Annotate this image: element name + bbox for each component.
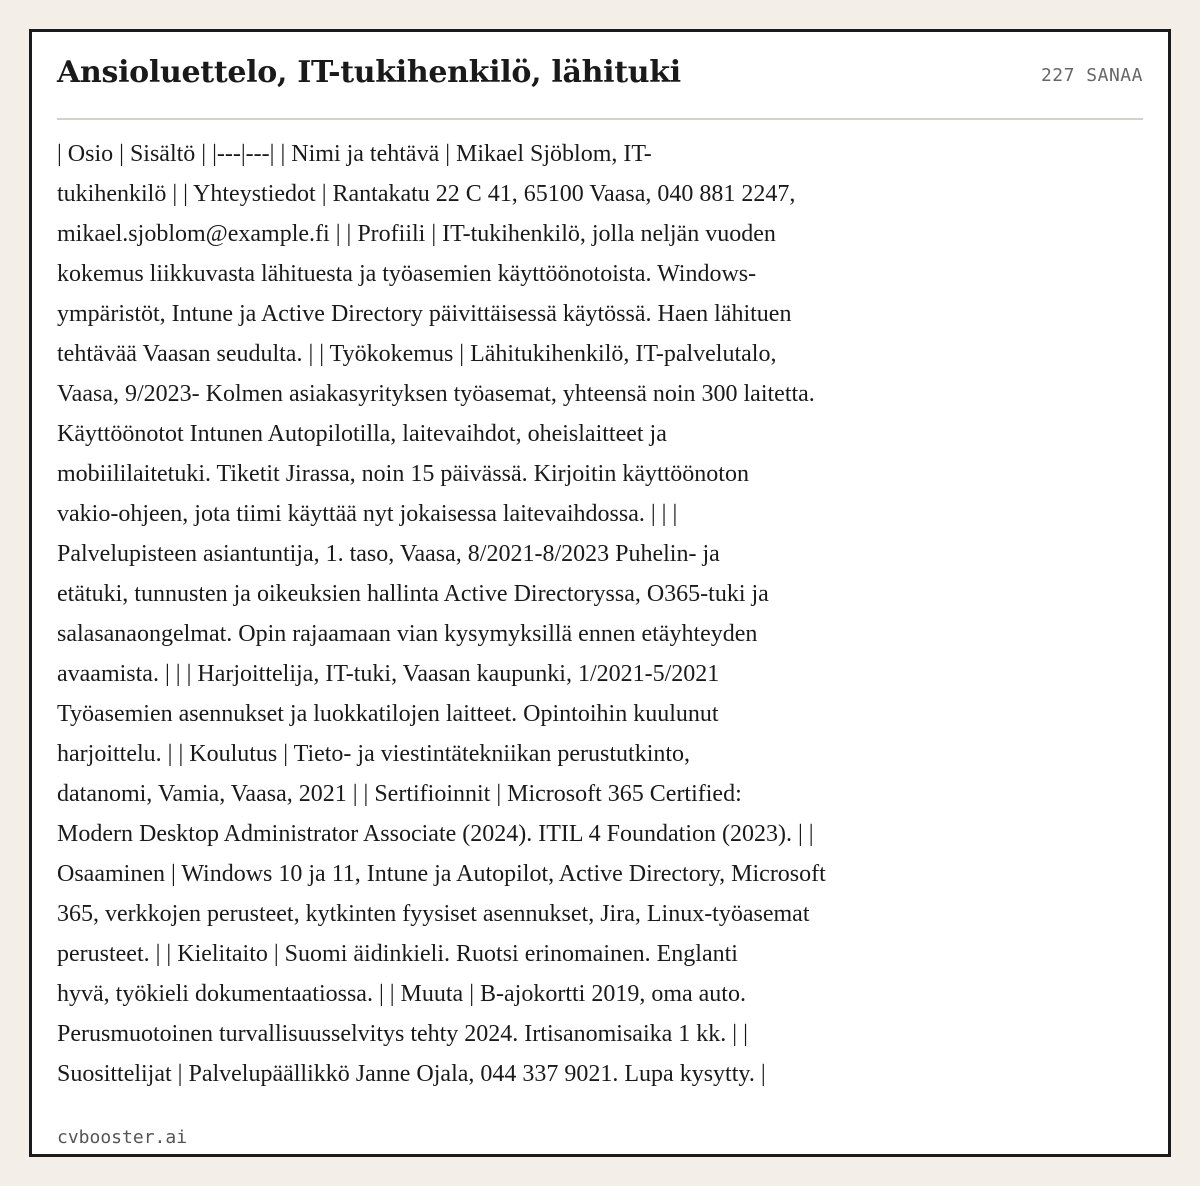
resume-card (29, 29, 1171, 1157)
body-line: hyvä, työkieli dokumentaatiossa. | | Muuta | B-ajokortti 2019, oma auto. (57, 981, 746, 1007)
body-line: Käyttöönotot Intunen Autopilotilla, laitevaihdot, oheislaitteet ja (57, 421, 667, 447)
body-line: Modern Desktop Administrator Associate (2024). ITIL 4 Foundation (2023). | | (57, 821, 814, 847)
body-line: harjoittelu. | | Koulutus | Tieto- ja viestintätekniikan perustutkinto, (57, 741, 691, 767)
word-count: 227 SANAA (1040, 65, 1143, 86)
body-line: 365, verkkojen perusteet, kytkinten fyysiset asennukset, Jira, Linux-työasemat (57, 901, 810, 927)
body-line: salasanaongelmat. Opin rajaamaan vian kysymyksillä ennen etäyhteyden (57, 621, 758, 647)
footer-brand: cvbooster.ai (57, 1127, 188, 1148)
body-line: datanomi, Vamia, Vaasa, 2021 | | Sertifioinnit | Microsoft 365 Certified: (57, 781, 742, 807)
body-line: avaamista. | | | Harjoittelija, IT-tuki, Vaasan kaupunki, 1/2021-5/2021 (57, 661, 720, 687)
body-line: mobiililaitetuki. Tiketit Jirassa, noin 15 päivässä. Kirjoitin käyttöönoton (57, 461, 749, 487)
document-header (57, 50, 1143, 120)
document-body (57, 134, 1017, 1094)
body-line: | Osio | Sisältö | |---|---| | Nimi ja tehtävä | Mikael Sjöblom, IT- (57, 141, 652, 167)
body-line: Palvelupisteen asiantuntija, 1. taso, Vaasa, 8/2021-8/2023 Puhelin- ja (57, 541, 720, 567)
body-line: ympäristöt, Intune ja Active Directory päivittäisessä käytössä. Haen lähituen (57, 301, 792, 327)
body-line: etätuki, tunnusten ja oikeuksien hallinta Active Directoryssa, O365-tuki ja (57, 581, 769, 607)
body-line: Vaasa, 9/2023- Kolmen asiakasyrityksen työasemat, yhteensä noin 300 laitetta. (57, 381, 815, 407)
body-line: vakio-ohjeen, jota tiimi käyttää nyt jokaisessa laitevaihdossa. | | | (57, 501, 678, 527)
body-line: tehtävää Vaasan seudulta. | | Työkokemus | Lähitukihenkilö, IT-palvelutalo, (57, 341, 777, 367)
body-line: perusteet. | | Kielitaito | Suomi äidinkieli. Ruotsi erinomainen. Englanti (57, 941, 738, 967)
body-line: Työasemien asennukset ja luokkatilojen laitteet. Opintoihin kuulunut (57, 701, 719, 727)
body-line: Osaaminen | Windows 10 ja 11, Intune ja Autopilot, Active Directory, Microsoft (57, 861, 826, 887)
body-line: mikael.sjoblom@example.fi | | Profiili | IT-tukihenkilö, jolla neljän vuoden (57, 221, 776, 247)
body-line: Suosittelijat | Palvelupäällikkö Janne Ojala, 044 337 9021. Lupa kysytty. | (57, 1061, 766, 1087)
body-line: kokemus liikkuvasta lähituesta ja työasemien käyttöönotoista. Windows- (57, 261, 757, 287)
document-title: Ansioluettelo, IT-tukihenkilö, lähituki (57, 55, 681, 90)
body-line: Perusmuotoinen turvallisuusselvitys tehty 2024. Irtisanomisaika 1 kk. | | (57, 1021, 748, 1047)
body-line: tukihenkilö | | Yhteystiedot | Rantakatu 22 C 41, 65100 Vaasa, 040 881 2247, (57, 181, 796, 207)
